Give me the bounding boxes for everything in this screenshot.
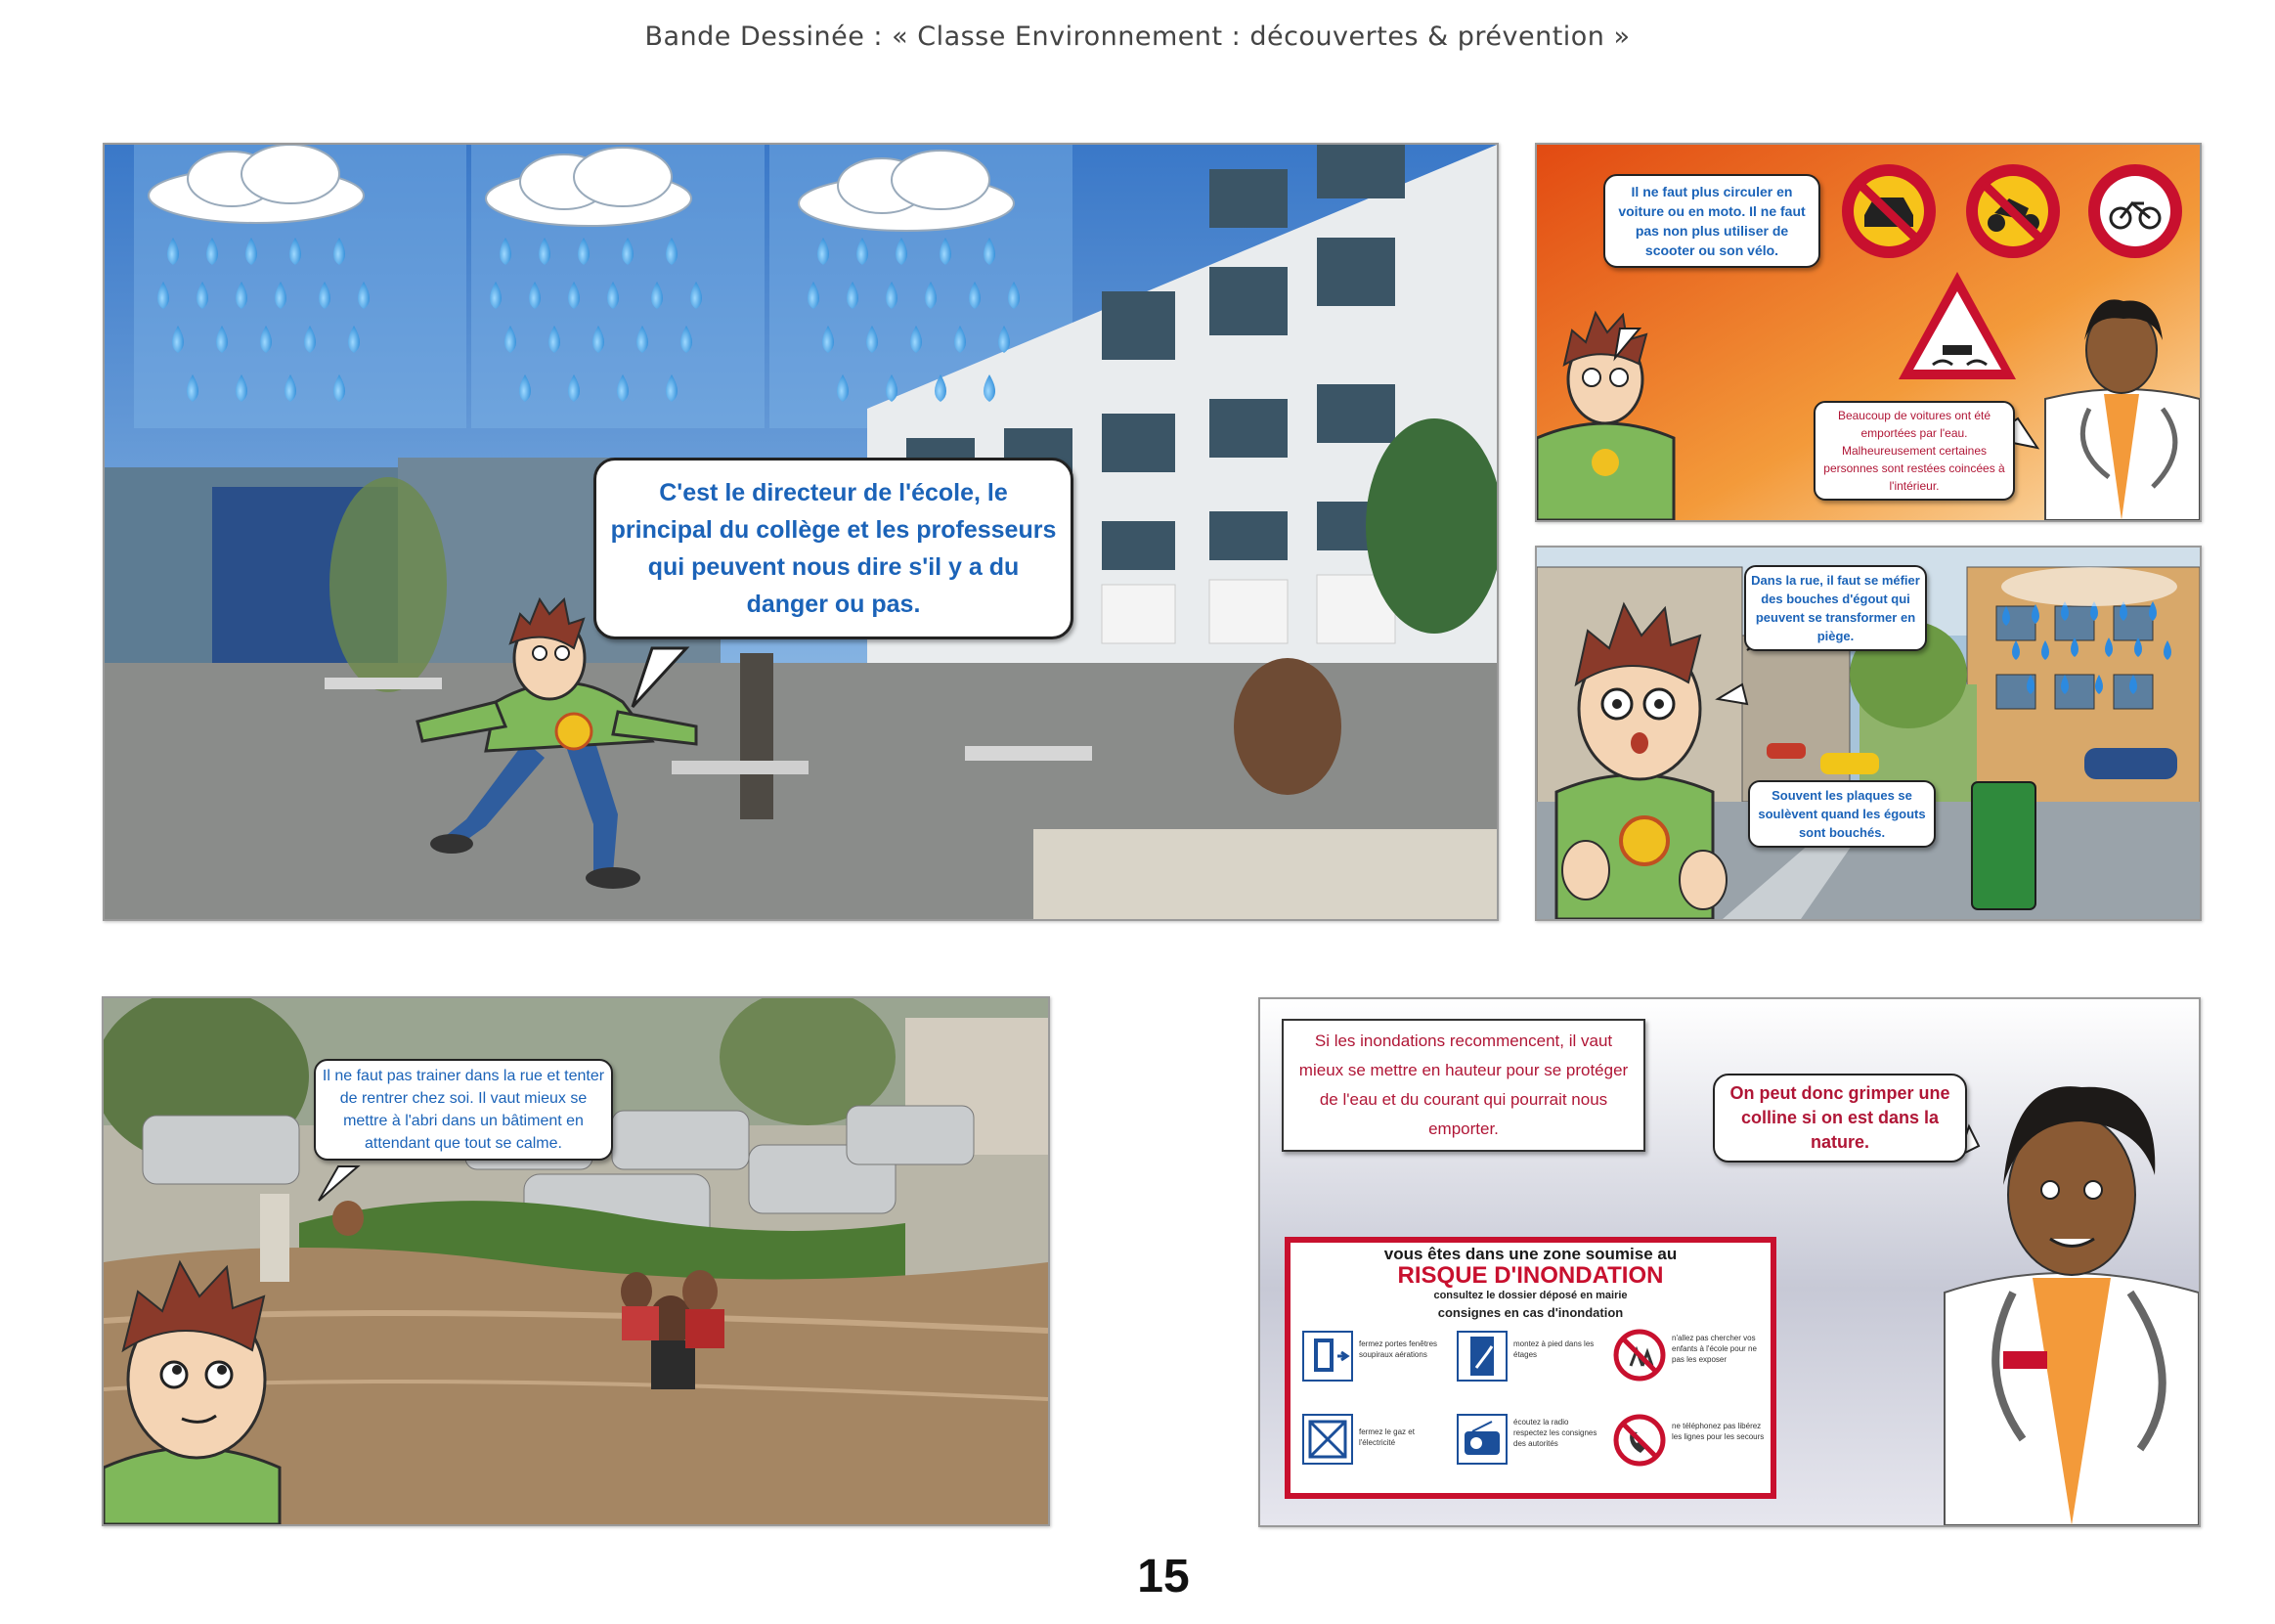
sign-line-zone: vous êtes dans une zone soumise au <box>1383 1245 1678 1263</box>
speech-bubble-climb-hill: On peut donc grimper une colline si on est dans la nature. <box>1713 1074 1967 1163</box>
speech-bubble-sewer-lids: Souvent les plaques se soulèvent quand les égouts sont bouchés. <box>1748 780 1936 848</box>
sign-line-instructions: consignes en cas d'inondation <box>1437 1305 1624 1320</box>
speech-bubble-shelter: Il ne faut pas trainer dans la rue et tenter de rentrer chez soi. Il vaut mieux se mettre à l'abri dans un bâtiment en attendant que tout se calme. <box>314 1059 613 1161</box>
speech-bubble-no-vehicles: Il ne faut plus circuler en voiture ou en moto. Il ne faut pas non plus utiliser de scooter ou son vélo. <box>1603 174 1820 268</box>
caption-box-get-high: Si les inondations recommencent, il vaut mieux se mettre en hauteur pour se protéger de l'eau et du courant qui pourrait nous emporter. <box>1282 1019 1645 1152</box>
sign-item-close-openings: fermez portes fenêtres soupiraux aérations <box>1359 1339 1438 1359</box>
sign-item-no-phone: ne téléphonez pas libérez les lignes pour les secours <box>1672 1422 1765 1441</box>
page-number: 15 <box>1137 1551 1190 1602</box>
close-openings-icon <box>1302 1331 1353 1382</box>
no-phone-icon <box>1613 1414 1666 1467</box>
panel-flooded-street <box>102 996 1050 1526</box>
sign-item-climb-floors: montez à pied dans les étages <box>1513 1339 1595 1359</box>
sign-item-no-school-pickup: n'allez pas chercher vos enfants à l'école pour ne pas les exposer <box>1672 1334 1757 1364</box>
sign-line-consult: consultez le dossier déposé en mairie <box>1433 1290 1628 1301</box>
bicycle-sign-icon <box>2088 164 2182 258</box>
panel-traffic-warning <box>1535 143 2202 522</box>
panel-doctor-flood-sign <box>1258 997 2201 1527</box>
radio-icon <box>1457 1414 1508 1465</box>
panel-street-sewer <box>1535 546 2202 921</box>
sign-item-shut-gas: fermez le gaz et l'électricité <box>1359 1427 1415 1447</box>
climb-floors-icon <box>1457 1331 1508 1382</box>
speech-bubble-cars-swept: Beaucoup de voitures ont été emportées par l'eau. Malheureusement certaines personnes sont restées coincées à l'intérieur. <box>1814 401 2015 501</box>
sign-line-risk-title: RISQUE D'INONDATION <box>1397 1262 1664 1289</box>
flood-risk-sign <box>1285 1237 1776 1499</box>
no-motorbike-sign-icon <box>1966 164 2060 258</box>
panel-school-courtyard <box>103 143 1499 921</box>
sign-item-listen-radio: écoutez la radio respectez les consignes des autorités <box>1513 1418 1597 1448</box>
page-header-title: Bande Dessinée : « Classe Environnement : découvertes & prévention » <box>644 22 1631 52</box>
shut-gas-electricity-icon <box>1302 1414 1353 1465</box>
speech-bubble-school: C'est le directeur de l'école, le principal du collège et les professeurs qui peuvent nous dire s'il y a du danger ou pas. <box>593 458 1073 639</box>
speech-bubble-sewer-trap: Dans la rue, il faut se méfier des bouches d'égout qui peuvent se transformer en piège. <box>1744 565 1927 651</box>
no-school-pickup-icon <box>1613 1329 1666 1382</box>
no-car-sign-icon <box>1842 164 1936 258</box>
